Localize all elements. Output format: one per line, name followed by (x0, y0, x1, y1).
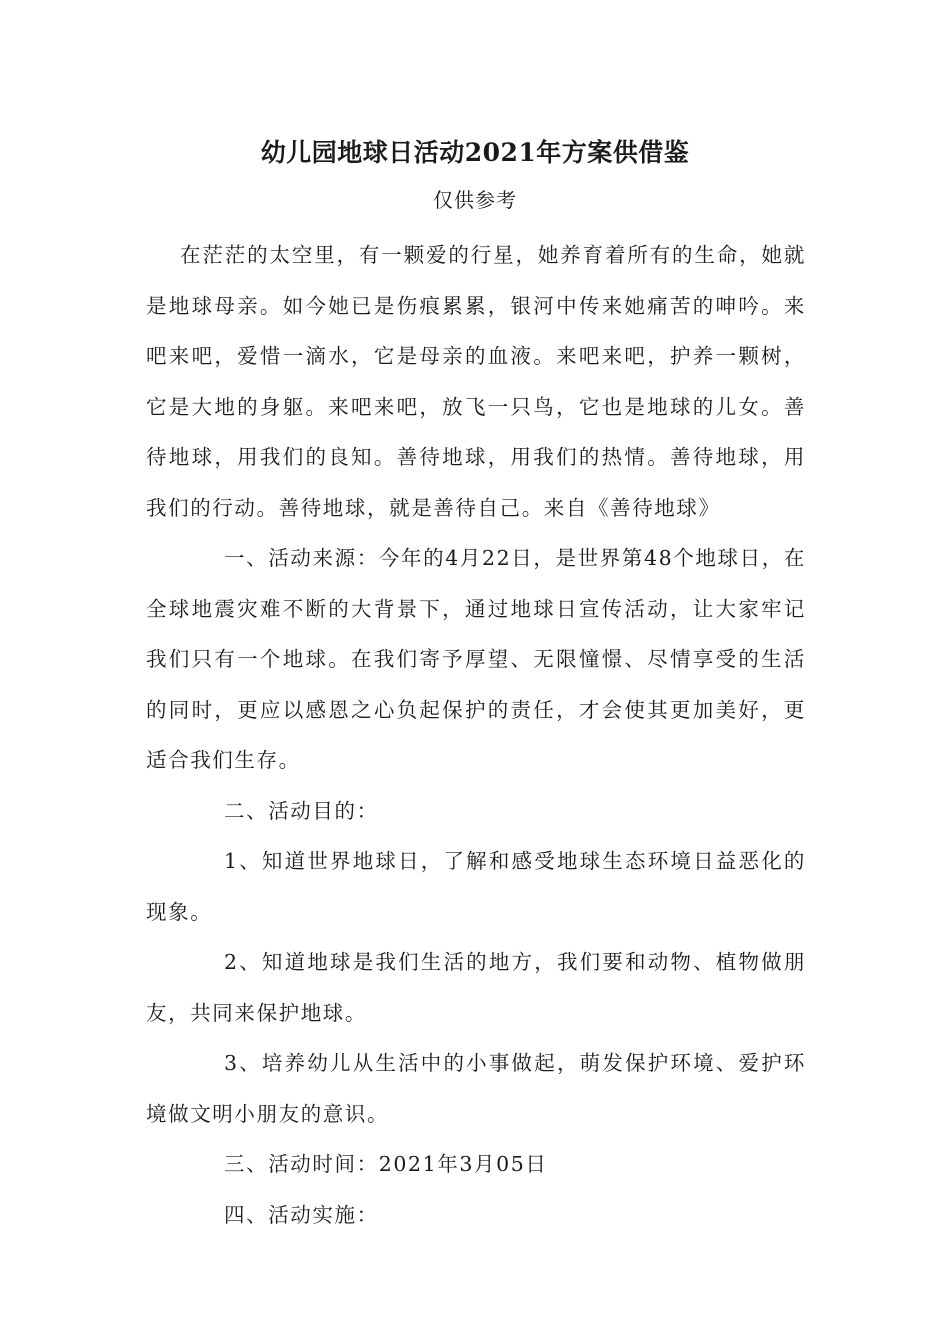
goal-item-3: 3、培养幼儿从生活中的小事做起，萌发保护环境、爱护环境做文明小朋友的意识。 (146, 1051, 806, 1126)
intro-paragraph: 在茫茫的太空里，有一颗爱的行星，她养育着所有的生命，她就是地球母亲。如今她已是伤痕累累，银河中传来她痛苦的呻吟。来吧来吧，爱惜一滴水，它是母亲的血液。来吧来吧，护养一颗树，它是大地的身躯。来吧来吧，放飞一只鸟，它也是地球的儿女。善待地球，用我们的良知。善待地球，用我们的热情。善待地球，用我们的行动。善待地球，就是善待自己。来自《善待地球》 (146, 243, 806, 520)
goal-item-1: 1、知道世界地球日，了解和感受地球生态环境日益恶化的现象。 (146, 849, 806, 924)
activity-implementation-heading: 四、活动实施： (224, 1202, 379, 1227)
document-title: 幼儿园地球日活动2021年方案供借鉴 (260, 138, 690, 167)
activity-time-paragraph: 三、活动时间：2021年3月05日 (224, 1152, 548, 1176)
activity-goals-heading: 二、活动目的： (224, 798, 379, 823)
document-body (146, 230, 806, 1240)
activity-source-paragraph: 一、活动来源：今年的4月22日，是世界第48个地球日，在全球地震灾难不断的大背景下，通过地球日宣传活动，让大家牢记我们只有一个地球。在我们寄予厚望、无限憧憬、尽情享受的生活的同时，更应以感恩之心负起保护的责任，才会使其更加美好，更适合我们生存。 (146, 546, 806, 772)
goal-item-2: 2、知道地球是我们生活的地方，我们要和动物、植物做朋友，共同来保护地球。 (146, 950, 806, 1025)
document-subtitle: 仅供参考 (433, 188, 517, 212)
